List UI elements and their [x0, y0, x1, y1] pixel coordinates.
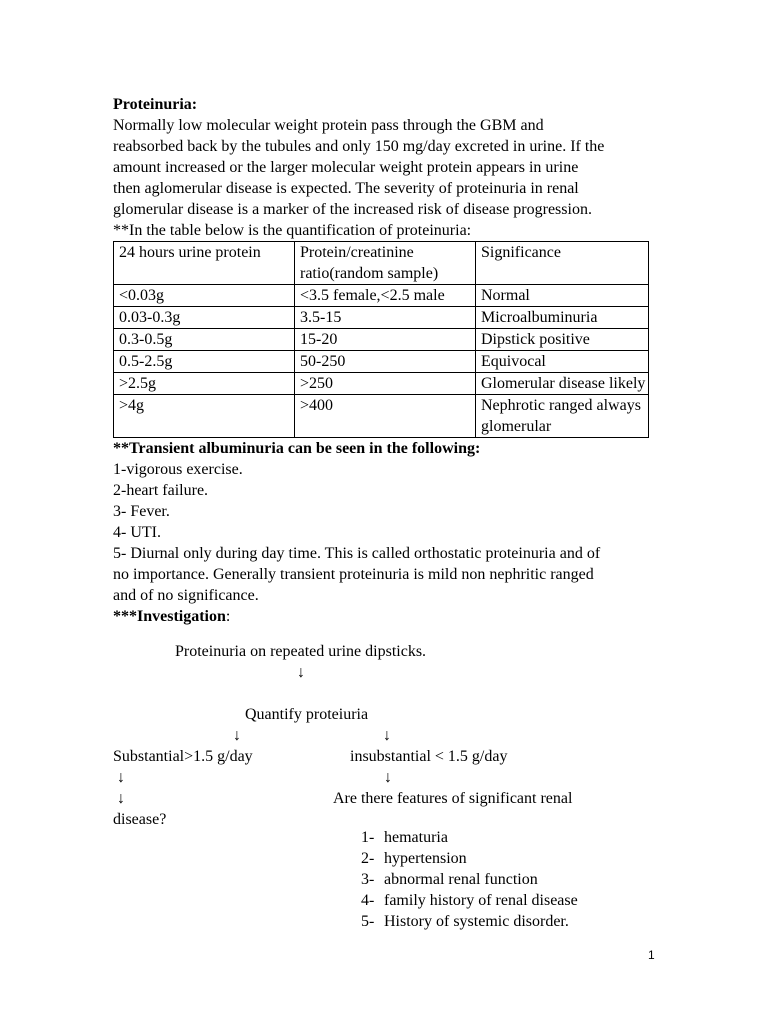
down-arrow-icon: ↓ [117, 769, 125, 786]
table-row [114, 373, 649, 395]
intro-line: glomerular disease is a marker of the increased risk of disease progression. [113, 201, 592, 218]
table-cell: >250 [295, 373, 476, 395]
table-row [114, 329, 649, 351]
table-header-cell: Protein/creatinine ratio(random sample) [295, 242, 476, 285]
table-cell: Glomerular disease likely [476, 373, 649, 395]
down-arrow-icon: ↓ [384, 769, 392, 786]
down-arrow-icon: ↓ [383, 727, 391, 744]
flow-branch-substantial: Substantial>1.5 g/day [113, 748, 253, 765]
table-header-cell: 24 hours urine protein [114, 242, 295, 285]
list-number: 2- [361, 850, 375, 867]
list-item [361, 869, 578, 890]
list-number: 5- [361, 913, 375, 930]
transient-heading: **Transient albuminuria can be seen in the following: [113, 440, 481, 457]
table-row [114, 285, 649, 307]
list-text: History of systemic disorder. [384, 913, 569, 930]
list-item: 3- Fever. [113, 503, 170, 520]
flow-question: Are there features of significant renal [333, 790, 573, 807]
table-cell: 50-250 [295, 351, 476, 373]
table-cell: >2.5g [114, 373, 295, 395]
list-item: 1-vigorous exercise. [113, 461, 243, 478]
list-item: 2-heart failure. [113, 482, 209, 499]
renal-features-list [361, 827, 578, 932]
intro-line: then aglomerular disease is expected. The severity of proteinuria in renal [113, 180, 579, 197]
table-cell: 15-20 [295, 329, 476, 351]
table-cell: Normal [476, 285, 649, 307]
table-row [114, 351, 649, 373]
list-item: 4- UTI. [113, 524, 161, 541]
table-row [114, 395, 649, 438]
list-item [361, 827, 578, 848]
list-item-line: and of no significance. [113, 587, 259, 604]
flow-step-quantify: Quantify proteiuria [245, 706, 369, 723]
table-cell: Dipstick positive [476, 329, 649, 351]
list-item [361, 890, 578, 911]
document-body [113, 94, 653, 627]
table-cell: Nephrotic ranged always glomerular [476, 395, 649, 438]
flow-question-continued: disease? [113, 811, 167, 828]
list-item [361, 848, 578, 869]
list-number: 3- [361, 871, 375, 888]
down-arrow-icon: ↓ [233, 727, 241, 744]
investigation-heading [113, 606, 653, 627]
section-heading: Proteinuria: [113, 96, 198, 113]
list-text: hematuria [384, 829, 448, 846]
list-number: 1- [361, 829, 375, 846]
page-number: 1 [648, 948, 655, 962]
list-number: 4- [361, 892, 375, 909]
intro-line: Normally low molecular weight protein pass through the GBM and [113, 117, 544, 134]
table-cell: <3.5 female,<2.5 male [295, 285, 476, 307]
intro-line: **In the table below is the quantification of proteinuria: [113, 222, 472, 239]
list-item-line: no importance. Generally transient proteinuria is mild non nephritic ranged [113, 566, 594, 583]
down-arrow-icon: ↓ [117, 790, 125, 807]
list-item-line: 5- Diurnal only during day time. This is called orthostatic proteinuria and of [113, 545, 601, 562]
table-cell: 0.3-0.5g [114, 329, 295, 351]
investigation-label: ***Investigation [113, 608, 226, 625]
table-cell: 0.5-2.5g [114, 351, 295, 373]
list-item [361, 911, 578, 932]
list-text: hypertension [384, 850, 467, 867]
list-text: abnormal renal function [384, 871, 538, 888]
table-cell: >400 [295, 395, 476, 438]
list-text: family history of renal disease [384, 892, 578, 909]
intro-line: amount increased or the larger molecular weight protein appears in urine [113, 159, 579, 176]
table-row [114, 307, 649, 329]
table-cell: >4g [114, 395, 295, 438]
table-cell: Microalbuminuria [476, 307, 649, 329]
table-header-cell: Significance [476, 242, 649, 285]
flow-step-dipsticks: Proteinuria on repeated urine dipsticks. [175, 643, 427, 660]
intro-line: reabsorbed back by the tubules and only 150 mg/day excreted in urine. If the [113, 138, 605, 155]
table-header-row [114, 242, 649, 285]
investigation-colon: : [225, 608, 231, 625]
table-cell: 0.03-0.3g [114, 307, 295, 329]
table-cell: <0.03g [114, 285, 295, 307]
down-arrow-icon: ↓ [297, 664, 305, 681]
table-cell: Equivocal [476, 351, 649, 373]
flow-branch-insubstantial: insubstantial < 1.5 g/day [350, 748, 508, 765]
proteinuria-table [113, 241, 649, 438]
table-cell: 3.5-15 [295, 307, 476, 329]
